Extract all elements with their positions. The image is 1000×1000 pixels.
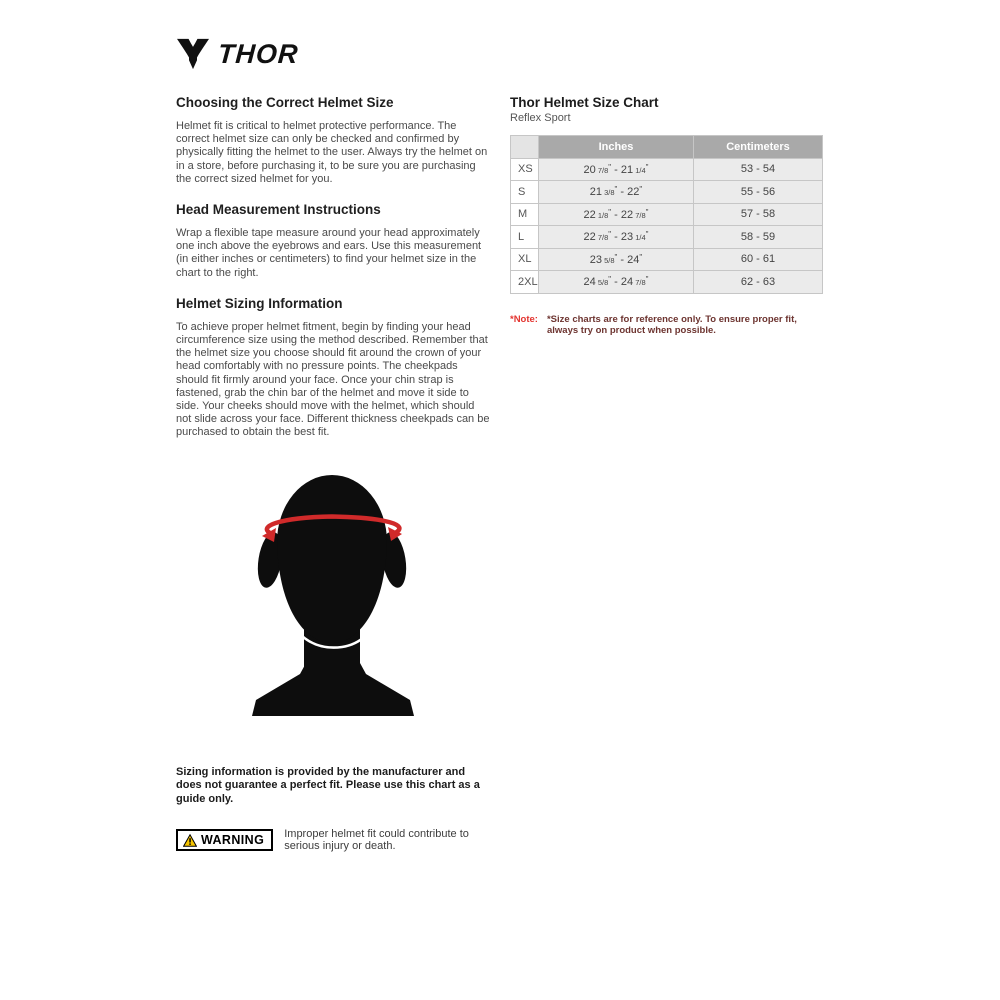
centimeters-cell: 53 - 54 — [694, 158, 823, 181]
inches-column-header: Inches — [539, 136, 694, 159]
centimeters-column-header: Centimeters — [694, 136, 823, 159]
size-chart-column — [510, 95, 822, 852]
note-row — [510, 314, 822, 337]
instructions-column — [176, 95, 490, 852]
warning-label-text: WARNING — [201, 833, 265, 848]
size-cell: 2XL — [511, 271, 539, 294]
size-cell: S — [511, 181, 539, 204]
size-cell: M — [511, 203, 539, 226]
size-chart-row — [511, 181, 823, 204]
head-silhouette-image — [248, 470, 418, 720]
size-cell: L — [511, 226, 539, 249]
note-label: *Note: — [510, 313, 538, 325]
size-chart-row — [511, 248, 823, 271]
size-chart-table — [510, 135, 823, 294]
size-chart-row — [511, 203, 823, 226]
size-chart-title: Thor Helmet Size Chart — [510, 95, 659, 110]
warning-label-box — [176, 829, 273, 851]
inches-cell: 22 7/8" - 23 1/4" — [539, 226, 694, 249]
section-heading-choosing-size: Choosing the Correct Helmet Size — [176, 95, 394, 110]
inches-cell: 20 7/8" - 21 1/4" — [539, 158, 694, 181]
warning-row — [176, 828, 490, 852]
thor-logo-text: THOR — [216, 38, 300, 69]
size-chart-row — [511, 158, 823, 181]
note-text: *Size charts are for reference only. To ensure proper fit, always try on product when possible. — [546, 313, 797, 336]
size-chart-row — [511, 271, 823, 294]
centimeters-cell: 58 - 59 — [694, 226, 823, 249]
head-measurement-illustration — [248, 470, 418, 725]
thor-logo — [176, 38, 826, 70]
size-chart-row — [511, 226, 823, 249]
section-heading-sizing-info: Helmet Sizing Information — [176, 295, 343, 311]
section-body-choosing-size: Helmet fit is critical to helmet protective performance. The correct helmet size can only be checked and confirmed by physically fitting the helmet to the user. Always try the helmet on in a store, before purchasing it, to be sure you are purchasing the correct sized helmet for you. — [176, 120, 488, 185]
size-chart-header-row — [511, 136, 823, 159]
thor-logo-icon — [176, 38, 210, 70]
inches-cell: 24 5/8" - 24 7/8" — [539, 271, 694, 294]
corner-header-cell — [511, 136, 539, 159]
centimeters-cell: 55 - 56 — [694, 181, 823, 204]
section-body-measurement: Wrap a flexible tape measure around your head approximately one inch above the eyebrows and ears. Use this measurement (in either inches or centimeters) to find your helmet size in the chart to the right. — [176, 227, 482, 279]
size-guide-page — [176, 38, 826, 852]
section-body-sizing-info: To achieve proper helmet fitment, begin by finding your head circumference size using the method described. Remember that the helmet size you choose should fit around the crown of your head comfortably with no pressure points. The cheekpads should fit firmly around your face. Once your chin strap is fastened, grab the chin bar of the helmet and move it side to side. Your cheeks should move with the helmet, which should not slide across your face. Different thickness cheekpads can be purchased to obtain the best fit. — [176, 320, 490, 439]
size-chart-subtitle: Reflex Sport — [510, 112, 571, 124]
manufacturer-disclaimer: Sizing information is provided by the manufacturer and does not guarantee a perfect fit. Please use this chart as a guide only. — [176, 765, 480, 806]
centimeters-cell: 62 - 63 — [694, 271, 823, 294]
centimeters-cell: 57 - 58 — [694, 203, 823, 226]
inches-cell: 23 5/8" - 24" — [539, 248, 694, 271]
warning-triangle-icon — [183, 834, 197, 847]
section-heading-measurement: Head Measurement Instructions — [176, 202, 381, 218]
warning-message: Improper helmet fit could contribute to serious injury or death. — [284, 828, 469, 853]
centimeters-cell: 60 - 61 — [694, 248, 823, 271]
inches-cell: 22 1/8" - 22 7/8" — [539, 203, 694, 226]
size-cell: XL — [511, 248, 539, 271]
inches-cell: 21 3/8" - 22" — [539, 181, 694, 204]
size-cell: XS — [511, 158, 539, 181]
